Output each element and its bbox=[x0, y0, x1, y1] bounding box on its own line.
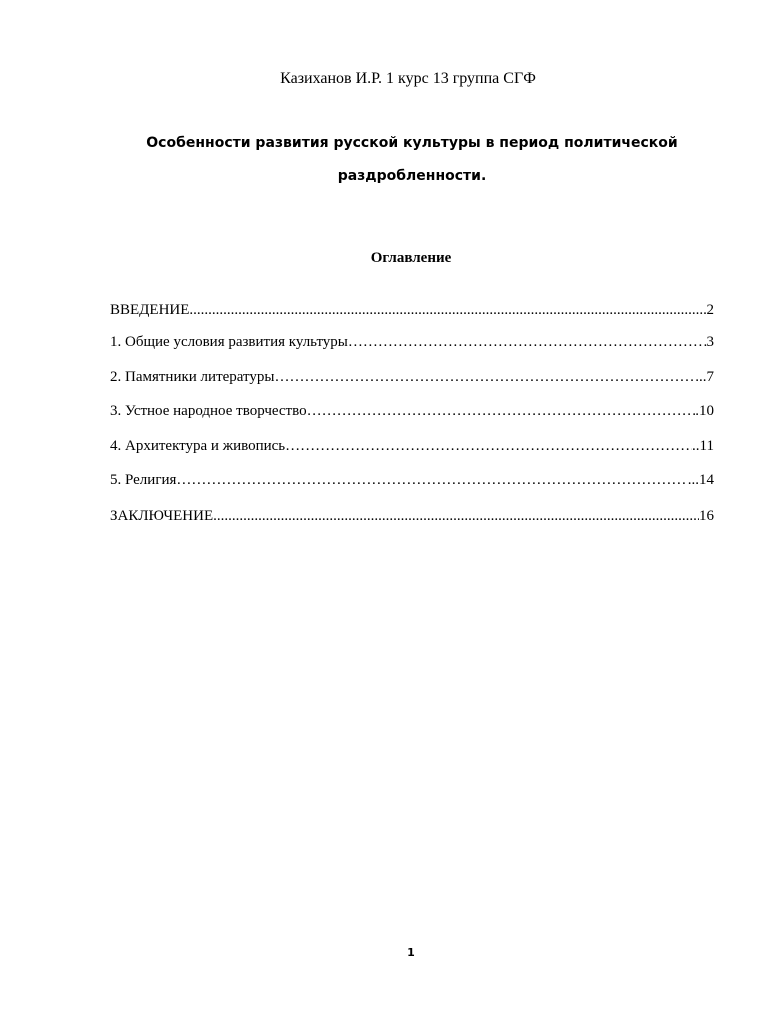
toc-heading: Оглавление bbox=[370, 250, 452, 266]
toc-entry-label: ВВЕДЕНИЕ bbox=[110, 302, 190, 318]
toc-entry-page: 16 bbox=[699, 508, 714, 524]
toc-entry-page: ..11 bbox=[692, 438, 714, 454]
toc-entry-introduction[interactable] bbox=[110, 302, 714, 324]
toc-leader bbox=[348, 334, 707, 351]
toc-leader bbox=[285, 438, 692, 455]
document-title: Особенности развития русской культуры в период политической раздробленности. bbox=[146, 135, 678, 184]
toc-entry-2[interactable] bbox=[110, 369, 714, 391]
toc-entry-page: 2 bbox=[706, 302, 714, 318]
page-number: 1 bbox=[407, 946, 415, 959]
toc-entry-page: 3 bbox=[706, 334, 714, 350]
toc-leader bbox=[213, 508, 699, 525]
toc-leader bbox=[307, 403, 696, 420]
toc-entry-1[interactable] bbox=[110, 334, 714, 356]
toc-entry-label: 1. Общие условия развития культуры bbox=[110, 334, 348, 350]
author-line: Казиханов И.Р. 1 курс 13 группа СГФ bbox=[280, 70, 536, 87]
toc-leader bbox=[275, 369, 696, 386]
toc-entry-4[interactable] bbox=[110, 438, 714, 460]
toc-entry-5[interactable] bbox=[110, 472, 714, 494]
toc-entry-3[interactable] bbox=[110, 403, 714, 425]
toc-leader bbox=[189, 302, 706, 319]
toc-entry-label: ЗАКЛЮЧЕНИЕ bbox=[110, 508, 214, 524]
toc-entry-page: .10 bbox=[695, 403, 714, 419]
toc-entry-conclusion[interactable] bbox=[110, 508, 714, 530]
toc-entry-page: ...7 bbox=[695, 369, 714, 385]
toc-entry-label: 4. Архитектура и живопись bbox=[110, 438, 286, 454]
toc-entry-page: ...14 bbox=[687, 472, 714, 488]
toc-entry-label: 3. Устное народное творчество bbox=[110, 403, 307, 419]
toc-leader bbox=[176, 472, 687, 489]
toc-entry-label: 2. Памятники литературы bbox=[110, 369, 275, 385]
toc-entry-label: 5. Религия bbox=[110, 472, 177, 488]
